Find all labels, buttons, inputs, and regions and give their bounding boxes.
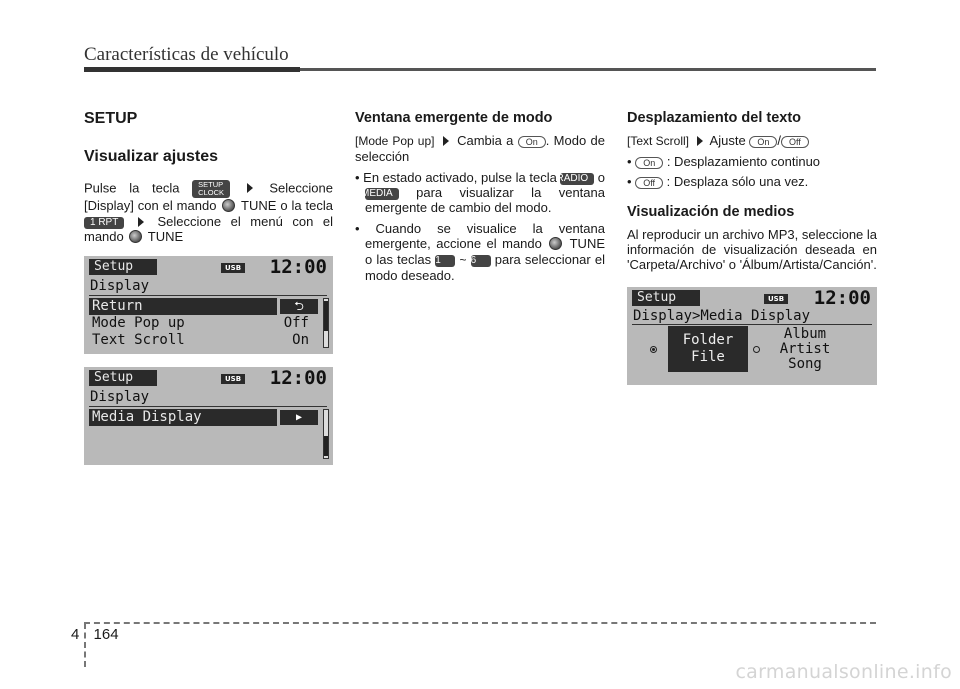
off-pill: Off bbox=[781, 136, 809, 148]
screen-title: Display bbox=[90, 389, 150, 405]
menu-item-media-display: Media Display bbox=[89, 409, 277, 426]
screen-scrollbar bbox=[323, 298, 329, 348]
page-number bbox=[71, 626, 119, 643]
radio-selected-icon bbox=[650, 346, 657, 353]
arrow-right-icon bbox=[247, 183, 253, 193]
on-pill: On bbox=[635, 157, 663, 169]
radio-unselected-icon bbox=[753, 346, 760, 353]
screen-clock: 12:00 bbox=[269, 256, 327, 278]
heading-mode-popup: Ventana emergente de modo bbox=[355, 110, 553, 126]
preset-6-button: 6 bbox=[471, 255, 491, 267]
column-mode-popup bbox=[355, 110, 605, 283]
paragraph-media-display: Al reproducir un archivo MP3, seleccione la información de visualización deseada en 'Carpeta/Archivo' o 'Álbum/Artista/Canción'. bbox=[627, 227, 878, 272]
arrow-right-icon bbox=[138, 217, 144, 227]
screen-title: Display>Media Display bbox=[633, 308, 811, 324]
bullet-off: • Off : Desplaza sólo una vez. bbox=[627, 174, 809, 189]
heading-text-scroll: Desplazamiento del texto bbox=[627, 110, 802, 126]
return-icon: ⮌ bbox=[280, 299, 318, 314]
heading-setup: SETUP bbox=[84, 110, 138, 127]
chapter-number: 4 bbox=[71, 626, 80, 643]
option-folder-file: Folder File bbox=[668, 326, 748, 372]
rpt-button: 1 RPT bbox=[84, 217, 124, 229]
bullet-on: • On : Desplazamiento continuo bbox=[627, 154, 821, 169]
radio-button: RADIO bbox=[560, 173, 594, 185]
screen-media-display-options bbox=[627, 287, 877, 385]
on-pill: On bbox=[749, 136, 777, 148]
header-title: Características de vehículo bbox=[84, 44, 289, 65]
screen-divider bbox=[89, 406, 327, 407]
arrow-right-icon bbox=[697, 136, 703, 146]
column-setup bbox=[84, 110, 333, 245]
media-button: MEDIA bbox=[365, 188, 399, 200]
menu-item-return: Return bbox=[89, 298, 277, 315]
menu-item-text-scroll: Text Scroll On bbox=[92, 332, 309, 348]
heading-media-display: Visualización de medios bbox=[627, 204, 795, 220]
screen-scrollbar bbox=[323, 409, 329, 459]
screen-title: Display bbox=[90, 278, 150, 294]
arrow-right-icon: ▶ bbox=[280, 410, 318, 425]
screen-clock: 12:00 bbox=[813, 287, 871, 309]
setup-clock-button: SETUP CLOCK bbox=[192, 180, 230, 198]
screen-tab: Setup bbox=[89, 370, 157, 386]
paragraph-display: Pulse la tecla SETUP CLOCK Seleccione [Display] con el mando TUNE o la tecla 1 RPT Seleccione el menú con el mando TUNE bbox=[84, 180, 333, 245]
off-pill: Off bbox=[635, 177, 663, 189]
usb-icon: USB bbox=[764, 294, 788, 304]
screen-tab: Setup bbox=[632, 290, 700, 306]
preset-1-button: 1 bbox=[435, 255, 455, 267]
watermark: carmanualsonline.info bbox=[735, 661, 952, 683]
screen-tab: Setup bbox=[89, 259, 157, 275]
screen-divider bbox=[632, 324, 872, 325]
page-number-value: 164 bbox=[93, 626, 119, 643]
footer-rule bbox=[84, 622, 876, 624]
paragraph-text-scroll: [Text Scroll] Ajuste On / Off bbox=[627, 133, 877, 149]
usb-icon: USB bbox=[221, 263, 245, 273]
menu-item-mode-pop-up: Mode Pop up Off bbox=[92, 315, 309, 331]
screen-media-display bbox=[84, 367, 333, 465]
arrow-right-icon bbox=[443, 136, 449, 146]
screen-divider bbox=[89, 295, 327, 296]
tune-knob-icon bbox=[549, 237, 562, 250]
on-pill: On bbox=[518, 136, 546, 148]
screen-display-settings bbox=[84, 256, 333, 354]
column-text-scroll bbox=[627, 110, 877, 272]
tune-knob-icon bbox=[129, 230, 142, 243]
tune-knob-icon bbox=[222, 199, 235, 212]
option-album-artist-song: Album Artist Song bbox=[779, 326, 831, 372]
bullet-enabled: • En estado activado, pulse la tecla RADIO o MEDIA para visualizar la ventana emergente de cambio del modo. bbox=[355, 170, 605, 215]
bullet-select-mode: • Cuando se visualice la ventana emergente, accione el mando TUNE o las teclas 1 ~ 6 para seleccionar el modo deseado. bbox=[355, 221, 605, 284]
heading-display: Visualizar ajustes bbox=[84, 148, 218, 165]
paragraph-mode-popup: [Mode Pop up] Cambia a On . Modo de selección bbox=[355, 133, 605, 164]
usb-icon: USB bbox=[221, 374, 245, 384]
header-rule-accent bbox=[84, 67, 300, 72]
screen-clock: 12:00 bbox=[269, 367, 327, 389]
